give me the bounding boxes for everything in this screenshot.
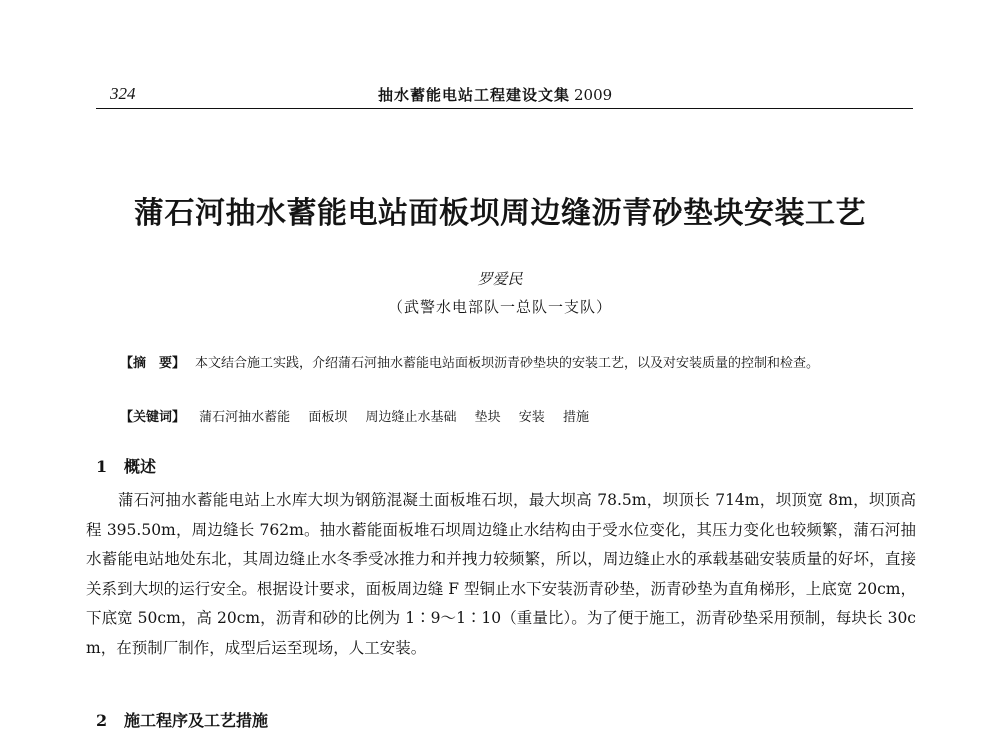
keyword: 垫块 [474, 410, 501, 425]
running-head [378, 84, 612, 105]
keyword: 措施 [562, 410, 589, 425]
running-head-title: 抽水蓄能电站工程建设文集 [378, 86, 571, 104]
abstract-text: 本文结合施工实践，介绍蒲石河抽水蓄能电站面板坝沥青砂垫块的安装工艺，以及对安装质量的控制和检查。 [195, 356, 820, 371]
abstract-label: 【摘 要】 [120, 356, 186, 371]
section-1-paragraph: 蒲石河抽水蓄能电站上水库大坝为钢筋混凝土面板堆石坝，最大坝高 78.5m，坝顶长 714m，坝顶宽 8m，坝顶高程 395.50m，周边缝长 762m。抽水蓄能面板堆石坝周边缝止水结构由于受水位变化，其压力变化也较频繁，蒲石河抽水蓄能电站地处东北，其周边缝止水冬季受冰推力和并拽力较频繁，所以，周边缝止水的承载基础安装质量的好坏，直接关系到大坝的运行安全。根据设计要求，面板周边缝 F 型铜止水下安装沥青砂垫，沥青砂垫为直角梯形，上底宽 20cm，下底宽 50cm，高 20cm，沥青和砂的比例为 1∶9～1∶10（重量比）。为了便于施工，沥青砂垫采用预制，每块长 30cm，在预制厂制作，成型后运至现场，人工安装。 [86, 491, 916, 657]
author-affiliation: （武警水电部队一总队一支队） [387, 298, 612, 316]
keyword: 蒲石河抽水蓄能 [199, 410, 291, 425]
section-heading-1 [96, 454, 156, 477]
keywords-label: 【关键词】 [120, 410, 186, 425]
keyword: 面板坝 [308, 410, 348, 425]
section-title: 施工程序及工艺措施 [124, 711, 269, 730]
section-number: 1 [96, 457, 108, 476]
keyword: 周边缝止水基础 [365, 410, 457, 425]
keywords [120, 406, 890, 430]
article-title: 蒲石河抽水蓄能电站面板坝周边缝沥青砂垫块安装工艺 [134, 196, 866, 231]
abstract [120, 352, 890, 376]
header-rule [96, 108, 913, 109]
author-name: 罗爱民 [477, 270, 523, 288]
page-number: 324 [110, 84, 136, 103]
running-head-year: 2009 [574, 86, 613, 104]
keyword: 安装 [518, 410, 545, 425]
section-number: 2 [96, 711, 108, 730]
section-title: 概述 [124, 457, 157, 476]
section-heading-2 [96, 708, 268, 731]
